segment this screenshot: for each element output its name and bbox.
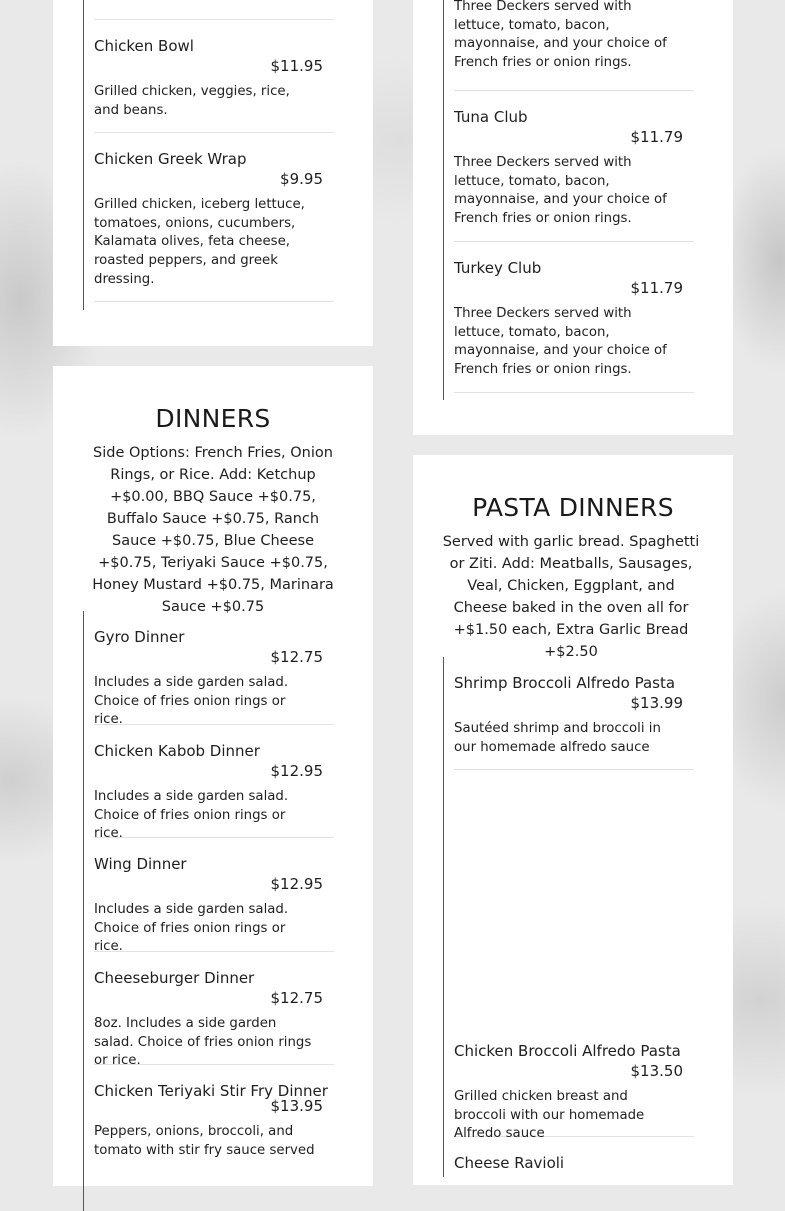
menu-item-name: Gyro Dinner — [94, 628, 185, 646]
menu-item-price: $11.79 — [630, 128, 683, 146]
menu-item-description: 8oz. Includes a side garden salad. Choice of fries onion rings or rice. — [94, 1016, 312, 1069]
menu-item-name: Chicken Broccoli Alfredo Pasta — [454, 1042, 681, 1060]
menu-item-name: Wing Dinner — [94, 855, 187, 873]
menu-item[interactable] — [94, 0, 334, 20]
menu-item-price: $13.50 — [630, 1062, 683, 1080]
menu-item[interactable] — [454, 1137, 694, 1177]
menu-item[interactable] — [94, 838, 334, 955]
menu-item-name: Cheeseburger Dinner — [94, 969, 255, 987]
menu-item-price: $12.95 — [270, 762, 323, 780]
menu-item-description: Grilled chicken breast and broccoli with our homemade Alfredo sauce — [454, 1089, 645, 1142]
menu-item-price: $9.95 — [280, 170, 323, 188]
section-title: DINNERS — [155, 404, 271, 433]
menu-item-image-placeholder — [454, 770, 694, 1025]
menu-item-price: $13.95 — [270, 1097, 323, 1115]
menu-item-name: Turkey Club — [454, 259, 542, 277]
section-title: PASTA DINNERS — [472, 493, 674, 522]
menu-item-price: $12.95 — [270, 875, 323, 893]
menu-item-price: $12.75 — [270, 648, 323, 666]
menu-item-description: Grilled chicken, iceberg lettuce, tomatoes, onions, cucumbers, Kalamata olives, feta cheese, roasted peppers, and greek dressing. — [94, 197, 305, 287]
menu-item-list — [443, 657, 694, 1177]
menu-item-name: Chicken Bowl — [94, 37, 194, 55]
menu-section-pasta-dinners — [413, 455, 733, 1185]
menu-item-price: $13.99 — [630, 694, 683, 712]
menu-item[interactable] — [94, 20, 334, 133]
menu-item-name: Tuna Club — [454, 108, 528, 126]
menu-item[interactable] — [94, 952, 334, 1069]
menu-item-name: Cheese Ravioli — [454, 1154, 565, 1172]
menu-item-name: Shrimp Broccoli Alfredo Pasta — [454, 674, 676, 692]
menu-item-description: Grilled chicken, veggies, rice, and beans. — [94, 84, 290, 118]
menu-item[interactable] — [454, 1025, 694, 1142]
menu-item-list — [83, 611, 334, 1211]
menu-item[interactable] — [454, 0, 694, 91]
menu-item-price: $11.79 — [630, 279, 683, 297]
menu-item-description: Three Deckers served with lettuce, tomato, bacon, mayonnaise, and your choice of French fries or onion rings. — [454, 306, 667, 378]
menu-card-right-top — [413, 0, 733, 435]
menu-item-description: Three Deckers served with lettuce, tomato, bacon, mayonnaise, and your choice of French fries or onion rings. — [454, 155, 667, 227]
menu-item[interactable] — [454, 242, 694, 393]
menu-item-price: $12.75 — [270, 989, 323, 1007]
menu-item-list — [83, 0, 334, 310]
menu-item-name: Chicken Teriyaki Stir Fry Dinner — [94, 1082, 328, 1100]
menu-item-description: Three Deckers served with lettuce, tomato, bacon, mayonnaise, and your choice of French fries or onion rings. — [454, 0, 667, 71]
menu-item[interactable] — [454, 657, 694, 770]
menu-item-name: Chicken Greek Wrap — [94, 150, 247, 168]
menu-item-description: Includes a side garden salad. Choice of fries onion rings or rice. — [94, 675, 289, 728]
menu-item[interactable] — [94, 725, 334, 842]
menu-item-price: $11.95 — [270, 57, 323, 75]
section-description: Served with garlic bread. Spaghetti or Ziti. Add: Meatballs, Sausages, Veal, Chicken, Eggplant, and Cheese baked in the oven all for +$1.50 each, Extra Garlic Bread +$2.50 — [442, 534, 700, 660]
menu-item[interactable] — [94, 1065, 334, 1177]
menu-section-dinners — [53, 366, 373, 1186]
menu-item-name: Chicken Kabob Dinner — [94, 742, 260, 760]
menu-item-description: Sautéed shrimp and broccoli in our homemade alfredo sauce — [454, 721, 661, 755]
menu-item-description: Includes a side garden salad. Choice of fries onion rings or rice. — [94, 902, 289, 955]
menu-item-description: Peppers, onions, broccoli, and tomato with stir fry sauce served — [94, 1124, 315, 1158]
menu-card-left-top — [53, 0, 373, 346]
menu-item[interactable] — [94, 611, 334, 728]
section-description: Side Options: French Fries, Onion Rings, or Rice. Add: Ketchup +$0.00, BBQ Sauce +$0.75, Buffalo Sauce +$0.75, Ranch Sauce +$0.75, Blue Cheese +$0.75, Teriyaki Sauce +$0.75, Honey Mustard +$0.75, Marinara Sauce +$0.75 — [92, 445, 334, 615]
menu-item[interactable] — [94, 133, 334, 302]
menu-item-description: Includes a side garden salad. Choice of fries onion rings or rice. — [94, 789, 289, 842]
menu-item-list — [443, 0, 694, 400]
menu-item[interactable] — [454, 91, 694, 242]
